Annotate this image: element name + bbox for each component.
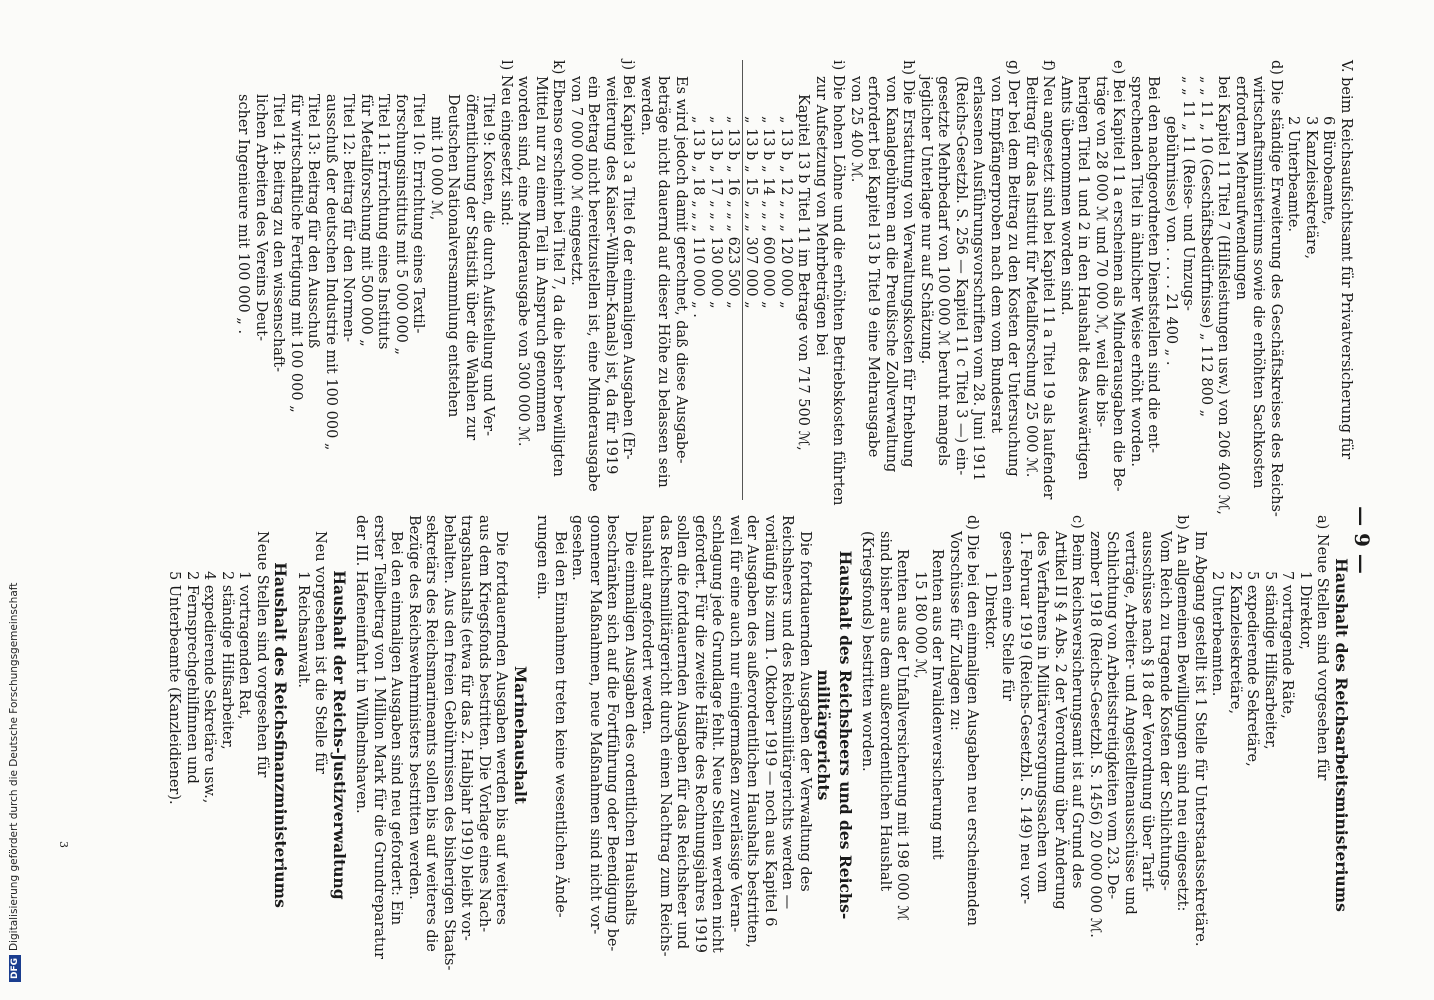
text-line: „ „ 11 „ 10 (Geschäftsbedürfnisse) „ 112 800 „	[1198, 76, 1214, 418]
text-line: Vom Reich zu tragende Kosten der Schlichtungs-	[1157, 531, 1173, 891]
text-line: j) Bei Kapitel 3 a Titel 6 der einmaligen Ausgaben (Er-	[620, 60, 637, 460]
text-line: herigen Titel 1 und 2 in den Haushalt des Auswärtigen	[1075, 76, 1092, 480]
text-line: scher Ingenieure mit 100 000 „ .	[235, 94, 252, 335]
section-heading: militärgerichts	[814, 669, 834, 801]
text-line: das Reichsmilitärgericht durch einen Nachtrag zum Reichs-	[657, 515, 673, 957]
text-line: 1 Direktor.	[982, 571, 998, 650]
text-line: öffentlichung der Statistik über die Wahlen zur	[463, 94, 479, 441]
text-line: werden.	[638, 76, 654, 136]
text-line: für wirtschaftliche Fertigung mit 100 000 „	[288, 94, 304, 413]
text-line: sprechenden Titel in ähnlicher Weise erhöht worden.	[1128, 76, 1144, 467]
text-line: gesetzte Mehrbedarf von 100 000 ℳ beruht mangels	[935, 76, 952, 466]
text-line: ausschuß der deutschen Industrie mit 100 000 „	[323, 94, 339, 451]
text-line: 4 expedierende Sekretäre usw.,	[201, 571, 218, 804]
text-line: 3 Kanzleisekretäre,	[1303, 116, 1319, 260]
text-line: erfordert bei Kapitel 13 b Titel 9 eine Mehrausgabe	[865, 76, 882, 458]
text-line: 15 180 000 ℳ,	[912, 571, 928, 679]
text-line: sekretärs des Reichsmarineamts sollen bis auf weiteres die	[423, 515, 440, 952]
text-line: sind bisher aus dem außerordentlichen Haushalt	[877, 531, 893, 892]
text-line: V. beim Reichsaufsichtsamt für Privatversicherung für	[1338, 60, 1354, 460]
text-line: 5 Unterbeamte (Kanzleidiener).	[166, 571, 183, 805]
text-line: „ 13 b „ 16 „ „ „ 623 500 „	[725, 116, 742, 309]
section-heading: Haushalt des Reichsarbeitsministeriums	[1332, 558, 1351, 912]
text-line: 6 Bürobeamte,	[1320, 116, 1337, 225]
section-heading: Haushalt des Reichsfinanzministeriums	[271, 562, 291, 908]
text-line: bei Kapitel 11 Titel 7 (Hilfsleistungen usw.) von 206 400 ℳ,	[1215, 76, 1232, 515]
text-line: Im Abgang gestellt ist 1 Stelle für Unterstaatssekretäre.	[1192, 531, 1208, 947]
digitization-credit: Digitalisierung gefördert durch die Deutsche Forschungsgemeinschaft	[8, 582, 20, 951]
text-line: gesehen eine Stelle für	[999, 531, 1016, 701]
text-line: Titel 10: Errichtung eines Textil-	[410, 94, 427, 334]
text-line: f) Neu angesetzt sind bei Kapitel 11 a Titel 19 als laufender	[1040, 60, 1057, 500]
text-line: Es wird jedoch damit gerechnet, daß diese Ausgabe-	[673, 76, 689, 464]
text-line: gesehen.	[569, 515, 586, 581]
text-line: Neue Stellen sind vorgesehen für	[254, 531, 270, 778]
text-line: Mittel nur zu einem Teil in Anspruch genommen	[533, 76, 549, 433]
left-column	[235, 60, 1354, 517]
text-line: 7 vortragende Räte,	[1279, 571, 1296, 719]
text-line: sollen die fortdauernden Ausgaben für das Reichsheer und	[674, 515, 691, 950]
text-line: „ 13 b „ 12 „ „ „ 120 000 „	[778, 116, 794, 309]
text-line: Bei den nachgeordneten Dienststellen sind die ent-	[1145, 76, 1162, 453]
text-line: von Empfängerproben nach dem vom Bundesrat	[988, 76, 1004, 433]
page-number: — 9 —	[1350, 506, 1374, 574]
text-line: von 7 000 000 ℳ eingesetzt.	[568, 76, 584, 286]
text-line: der III. Hafeneinfahrt in Wilhelmshaven.	[353, 515, 370, 814]
text-line: c) Beim Reichsversicherungsamt ist auf Grund des	[1069, 515, 1086, 889]
text-line: 2 Kanzleisekretäre,	[1227, 571, 1243, 715]
text-line: Deutschen Nationalversammlung entstehen	[445, 94, 462, 418]
text-line: zur Aufsetzung von Mehrbeträgen bei	[813, 76, 829, 356]
text-line: jeglicher Unterlage nur auf Schätzung.	[918, 76, 934, 365]
text-line: träge von 28 000 ℳ und 70 000 ℳ, weil die bis-	[1093, 76, 1109, 428]
text-line: 1 Reichsanwalt.	[295, 571, 311, 688]
right-column	[166, 515, 1354, 971]
section-heading: Marinehaushalt	[511, 665, 530, 805]
text-line: für Metallforschung mit 500 000 „	[358, 94, 374, 347]
text-line: erster Teilbetrag von 1 Million Mark für die Grundreparatur	[371, 515, 387, 959]
text-line: Amts übernommen worden sind.	[1058, 76, 1074, 316]
text-line: beschränken sich auf die Fortführung oder Beendigung be-	[604, 515, 621, 952]
text-line: Bezüge des Reichswehrministers bestritten werden.	[406, 515, 422, 900]
text-line: d) Die ständige Erweiterung des Geschäftskreises des Reichs-	[1268, 60, 1284, 517]
text-line: 5 ständige Hilfsarbeiter,	[1262, 571, 1278, 750]
text-line: von 25 400 ℳ.	[848, 76, 864, 183]
text-line: Reichsheers und des Reichsmilitärgerichts werden —	[779, 515, 796, 910]
text-line: l) Neu eingesetzt sind:	[498, 60, 514, 227]
text-line: verträge, Arbeiter- und Angestelltenausschüsse und	[1122, 531, 1138, 915]
text-line: Renten aus der Invalidenversicherung mit	[929, 549, 946, 860]
text-line: g) Der bei dem Beitrag zu den Kosten der Untersuchung	[1005, 60, 1022, 477]
text-line: h) Die Erstattung von Verwaltungskosten für Erhebung	[900, 60, 917, 468]
text-line: Titel 14: Beitrag zu den wissenschaft-	[270, 94, 287, 372]
text-line: e) Bei Kapitel 11 a erscheinen als Minderausgaben die Be-	[1110, 60, 1127, 492]
footer-number: 3	[57, 841, 70, 848]
text-line: von Kanalgebühren an die Preußische Zollverwaltung	[883, 76, 899, 473]
text-line: d) Die bei den einmaligen Ausgaben neu erscheinenden	[964, 515, 981, 926]
text-line: erfordern Mehraufwendungen	[1233, 76, 1249, 300]
text-line: worden sind, eine Minderausgabe von 300 000 ℳ.	[515, 76, 532, 447]
text-line: Titel 12: Beitrag für den Normen-	[340, 94, 357, 343]
text-line: ein Betrag nicht bereitzustellen ist, eine Minderausgabe	[585, 76, 602, 492]
text-line: gonnener Maßnahmen, neue Maßnahmen sind nicht vor-	[587, 515, 603, 935]
text-line: Die fortdauernden Ausgaben der Verwaltung des	[797, 531, 813, 892]
text-line: b) An allgemeinen Bewilligungen sind neu eingesetzt:	[1174, 515, 1191, 912]
section-heading: Haushalt des Reichsheers und des Reichs-	[836, 550, 855, 920]
text-line: (Reichs-Gesetzbl. S. 256 — Kapitel 11 c Titel 3 —) ein-	[953, 76, 969, 476]
text-line: weil für eine auch nur einigermaßen zuverlässige Veran-	[727, 515, 743, 933]
text-line: Bei den Einnahmen treten keine wesentlichen Ände-	[552, 531, 568, 918]
text-line: Beitrag für das Institut für Metallforschung 25 000 ℳ.	[1023, 76, 1039, 478]
text-line: beträge nicht dauernd auf dieser Höhe zu belassen sein	[655, 76, 672, 488]
text-line: schlagung jede Grundlage fehlt. Neue Stellen werden nicht	[709, 515, 726, 953]
text-line: 2 ständige Hilfsarbeiter,	[219, 571, 235, 750]
text-line: (Kriegsfonds) bestritten worden.	[859, 531, 876, 772]
text-line: gebührnisse) von . . . . . 21 400 „ .	[1163, 116, 1179, 366]
section-heading: Haushalt der Reichs-Justizverwaltung	[330, 570, 349, 900]
text-line: Neu vorgesehen ist die Stelle für	[312, 531, 329, 774]
text-line: „ 13 b „ 17 „ „ „ 130 000 „	[708, 116, 724, 309]
text-line: 1 vortragenden Rat,	[236, 571, 253, 720]
text-line: erlassenen Ausführungsvorschriften vom 28. Juni 1911	[970, 76, 987, 482]
text-line: Renten aus der Unfallversicherung mit 198 000 ℳ	[894, 549, 911, 921]
text-line: Titel 13: Beitrag für den Ausschuß	[305, 94, 322, 349]
text-line: wirtschaftsministeriums sowie die erhöhten Sachkosten	[1250, 76, 1267, 489]
text-line: Artikel II § 4 Abs. 2 der Verordnung über Änderung	[1052, 531, 1068, 910]
text-line: ausschüsse nach § 18 der Verordnung über Tarif-	[1139, 531, 1156, 892]
text-line: weiterung des Kaiser-Wilhelm-Kanals) ist, da für 1919	[603, 76, 619, 475]
text-line: „ „ 11 „ 11 (Reise- und Umzugs-	[1180, 76, 1197, 311]
text-line: „ 13 b „ 15 „ „ „ 307 000 „	[743, 116, 759, 309]
dfg-logo: DFG	[9, 955, 21, 982]
text-line: rungen ein.	[534, 515, 551, 600]
text-line: Bei den einmaligen Ausgaben sind neu gefordert: Ein	[388, 531, 405, 926]
text-line: Die fortdauernden Ausgaben werden bis auf weiteres	[493, 531, 510, 925]
text-line: der Ausgaben des außerordentlichen Haushalts bestritten,	[744, 515, 761, 948]
text-line: lichen Arbeiten des Vereins Deut-	[253, 94, 269, 341]
text-line: haushalt angefordert werden.	[639, 515, 656, 735]
text-line: forschungsinstituts mit 5 000 000 „	[393, 94, 409, 355]
text-line: aus dem Kriegsfonds bestritten. Die Vorlage eines Nach-	[476, 515, 492, 933]
text-line: Kapitel 13 b Titel 11 im Betrage von 717 500 ℳ,	[795, 94, 812, 451]
text-line: Titel 9: Kosten, die durch Aufstellung und Ver-	[480, 94, 497, 436]
text-line: 2 Unterbeamte.	[1285, 116, 1302, 233]
text-line: vorläufig bis zum 1. Oktober 1919 — noch aus Kapitel 6	[762, 515, 778, 927]
text-line: i) Die hohen Löhne und die erhöhten Betriebskosten führten	[830, 60, 847, 506]
text-line: mit 10 000 ℳ,	[428, 116, 444, 221]
text-line: Titel 11: Errichtung eines Instituts	[375, 94, 392, 350]
text-line: tragshaushalts (etwa für das 2. Halbjahr 1919) bleibt vor-	[458, 515, 475, 941]
text-line: behalten. Aus den freien Gebührnissen des bisherigen Staats-	[441, 515, 457, 971]
text-line: 1 Direktor,	[1297, 571, 1313, 650]
text-line: 5 expedierende Sekretäre,	[1244, 571, 1261, 767]
text-line: zember 1918 (Reichs-Gesetzbl. S. 1456) 20 000 000 ℳ.	[1087, 531, 1103, 938]
text-line: „ 13 b „ 18 „ „ „ 110 000 „ .	[690, 116, 707, 318]
text-line: des Verfahrens in Militärversorgungssachen vom	[1034, 531, 1051, 893]
text-line: „ 13 b „ 14 „ „ „ 600 000 „	[760, 116, 777, 309]
text-line: 1. Februar 1919 (Reichs-Gesetzbl. S. 149) neu vor-	[1017, 531, 1033, 905]
text-line: 2 Unterbeamten.	[1209, 571, 1226, 697]
text-line: 2 Fernsprechgehilfinnen und	[184, 571, 200, 784]
text-line: Schlichtung von Arbeitsstreitigkeiten vom 23. De-	[1104, 531, 1121, 900]
text-line: k) Ebenso erscheint bei Titel 7, da die bisher bewilligten	[550, 60, 567, 477]
text-line: Die einmaligen Ausgaben des ordentlichen Haushalts	[622, 531, 638, 926]
text-line: gefordert. Für die zweite Hälfte des Rechnungsjahres 1919	[692, 515, 708, 953]
text-line: Vorschüsse für Zulagen zu:	[947, 531, 963, 731]
text-line: a) Neue Stellen sind vorgesehen für	[1314, 515, 1331, 781]
